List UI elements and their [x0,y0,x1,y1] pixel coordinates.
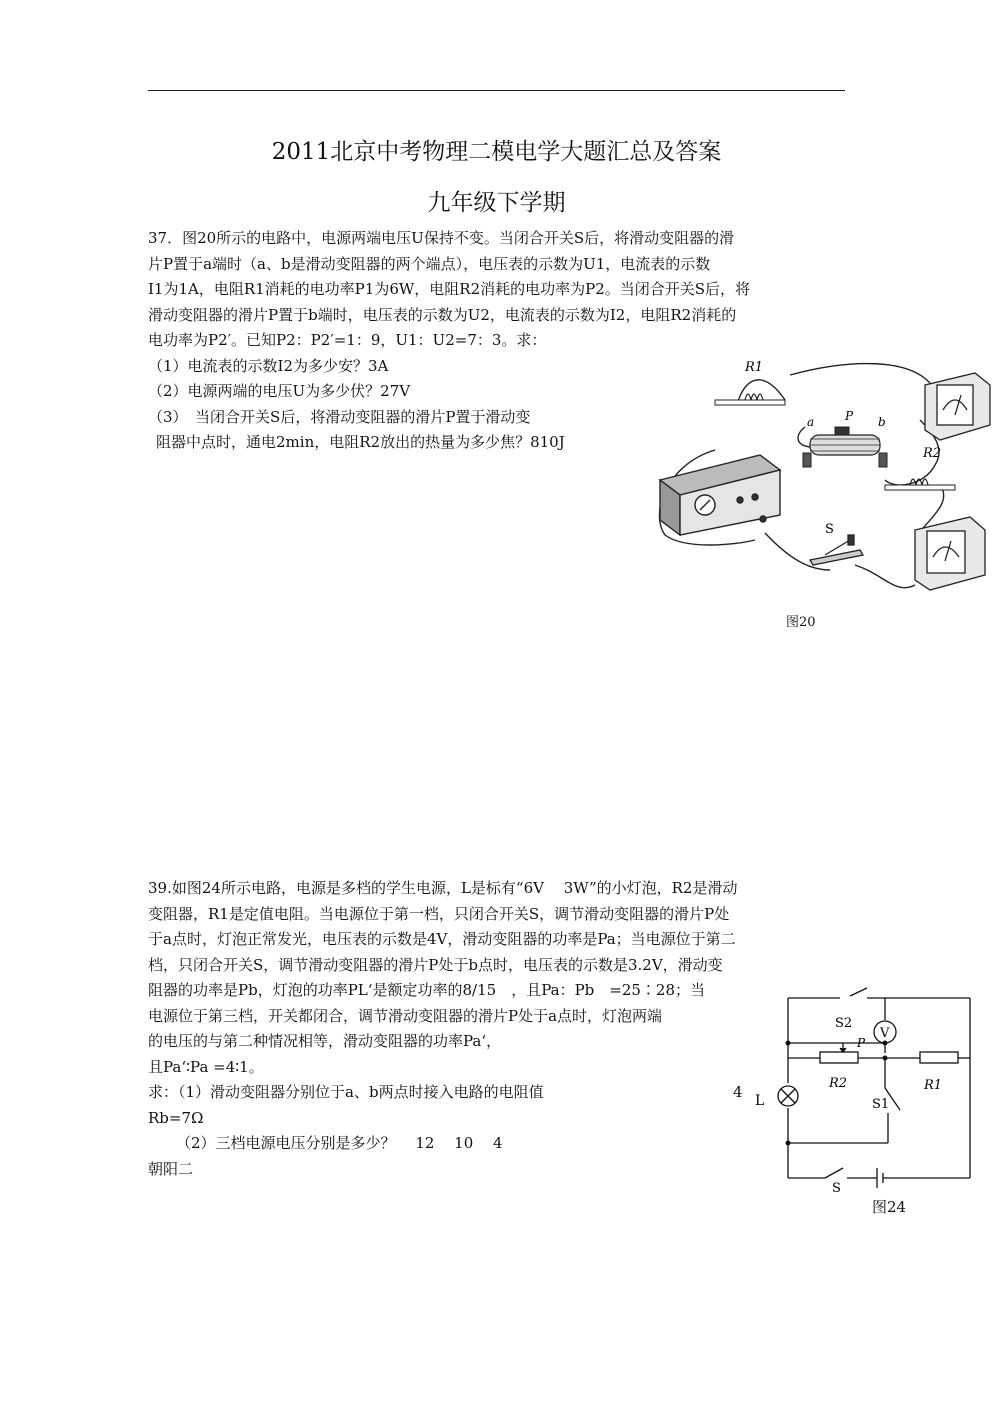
switch-s-blade [825,1168,843,1178]
q39-line-7: 的电压的与第二种情况相等，滑动变阻器的功率Pa‘， [148,1032,502,1050]
q39-line-6: 电源位于第三档，开关都闭合，调节滑动变阻器的滑片P处于a点时，灯泡两端 [148,1006,663,1025]
figure-24-caption: 图24 [872,1198,907,1216]
label-a: a [807,415,815,429]
label-p: P [845,409,854,423]
q39-line-5: 阻器的功率是Pb，灯泡的功率PL‘是额定功率的8/15 ，且Pa：Pb =25∶28；当 [148,981,706,999]
label-r1: R1 [745,360,764,375]
figure-24-circuit [755,988,975,1196]
label-r1: R1 [924,1078,943,1093]
q39-line-8: 且Pa‘∶Pa =4∶1。 [148,1057,264,1076]
q39-line-3: 于a点时，灯泡正常发光，电压表的示数是4V，滑动变阻器的功率是Pa；当电源位于第二 [148,930,736,948]
label-l: L [755,1093,765,1109]
wire-8 [798,427,810,447]
q37-line-4: 滑动变阻器的滑片P置于b端时，电压表的示数为U2，电流表的示数为I2，电阻R2消耗的 [148,305,737,324]
q39-source: 朝阳二 [148,1159,194,1178]
wire-7 [855,565,915,588]
page-title: 2011北京中考物理二模电学大题汇总及答案 [271,139,722,165]
ammeter [925,373,990,440]
page-subtitle: 九年级下学期 [427,190,566,216]
label-r2: R2 [829,1076,848,1091]
q39-line-10: Rb=7Ω [148,1108,204,1127]
label-r2: R2 [923,446,942,461]
question-39 [148,875,743,1181]
q39-line-2: 变阻器，R1是定值电阻。当电源位于第一档，只闭合开关S，调节滑动变阻器的滑片P处 [148,904,730,923]
switch-s [810,535,863,565]
q39-line-4: 档，只闭合开关S，调节滑动变阻器的滑片P处于b点时，电压表的示数是3.2V，滑动变 [148,955,723,974]
q39-line-11: （2）三档电源电压分别是多少？ 12 10 4 [176,1134,503,1152]
figure-20-circuit [645,355,993,615]
rheostat-r2-symbol [820,1052,858,1063]
power-supply [660,455,780,535]
label-s1: S1 [872,1097,890,1112]
resistor-r1 [715,394,785,405]
q37-line-5: 电功率为P2′。已知P2：P2′=1：9，U1：U2=7：3。求： [148,331,547,349]
wire-6 [765,533,830,570]
q37-sub-2: （2）电源两端的电压U为多少伏？27V [148,382,411,400]
q39-line-9-text: 求：（1）滑动变阻器分别位于a、b两点时接入电路的电阻值 [148,1083,544,1101]
switch-s2-blade [850,988,867,996]
q37-sub-3b: 阻器中点时，通电2min，电阻R2放出的热量为多少焦？810J [156,433,565,451]
q39-line-9-answer: 4 [733,1083,743,1101]
label-s: S [825,522,834,537]
label-s2: S2 [835,1016,853,1031]
q37-line-2: 片P置于a端时（a、b是滑动变阻器的两个端点），电压表的示数为U1，电流表的示数 [148,254,711,273]
header-rule [148,90,845,91]
q37-line-3: I1为1A，电阻R1消耗的电功率P1为6W，电阻R2消耗的电功率为P2。当闭合开关S后，将 [148,280,751,298]
rheostat [803,427,887,467]
q37-sub-3a: （3） 当闭合开关S后，将滑动变阻器的滑片P置于滑动变 [148,407,531,426]
label-v: V [880,1026,890,1041]
resistor-r1-symbol [920,1052,958,1063]
label-p: P [857,1036,866,1050]
figure-20-caption: 图20 [786,615,816,630]
voltmeter [915,517,985,590]
q39-line-1: 39.如图24所示电路，电源是多档的学生电源，L是标有“6V 3W”的小灯泡，R2是滑动 [148,879,738,897]
wire-3 [790,364,935,390]
label-b: b [878,415,886,429]
q37-sub-1: （1）电流表的示数I2为多少安？3A [148,356,389,375]
label-s: S [832,1181,841,1196]
resistor-r2 [885,479,955,490]
q37-line-1: 37．图20所示的电路中，电源两端电压U保持不变。当闭合开关S后，将滑动变阻器的滑 [148,229,735,247]
q39-line-9 [148,1079,743,1105]
